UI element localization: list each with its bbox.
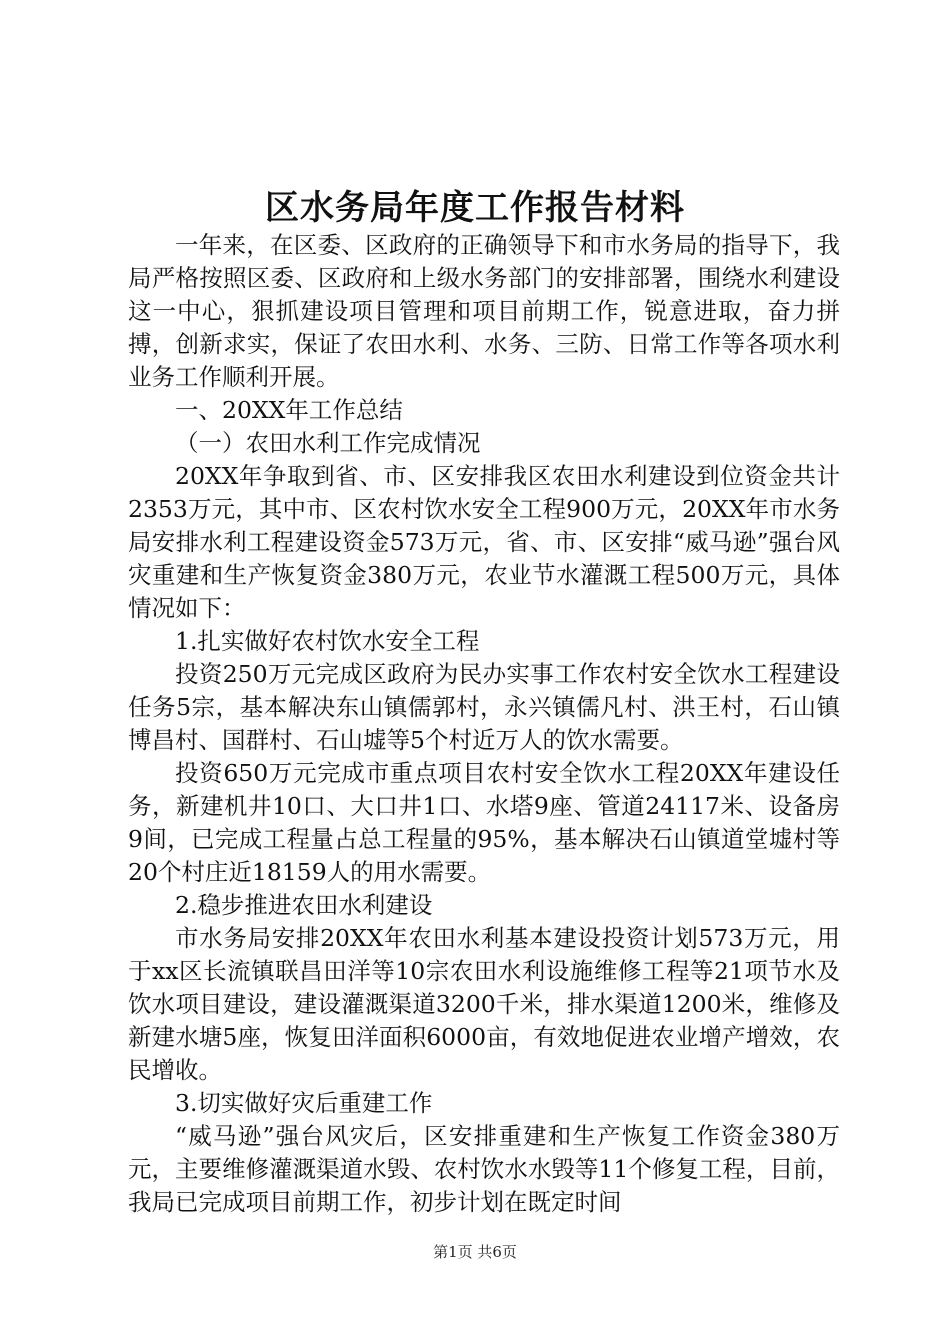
document-title: 区水务局年度工作报告材料: [265, 188, 685, 228]
page-number-footer: 第1页 共6页: [433, 1243, 517, 1261]
item-heading-farmland-construction: 2.稳步推进农田水利建设: [175, 891, 433, 919]
item-heading-drinking-water: 1.扎实做好农村饮水安全工程: [175, 627, 480, 655]
paragraph-intro: 一年来，在区委、区政府的正确领导下和市水务局的指导下，我局严格按照区委、区政府和上级水务部门的安排部署，围绕水利建设这一中心，狠抓建设项目管理和项目前期工作，锐意进取，奋力拼搏，创新求实，保证了农田水利、水务、三防、日常工作等各项水利业务工作顺利开展。: [128, 231, 840, 391]
document-body: [128, 229, 840, 1219]
item-heading-reconstruction: 3.切实做好灾后重建工作: [175, 1089, 433, 1117]
paragraph-funding: 20XX年争取到省、市、区安排我区农田水利建设到位资金共计2353万元，其中市、区农村饮水安全工程900万元，20XX年市水务局安排水利工程建设资金573万元，省、市、区安排“威马逊”强台风灾重建和生产恢复资金380万元，农业节水灌溉工程500万元，具体情况如下：: [128, 462, 840, 622]
section-heading-summary: 一、20XX年工作总结: [175, 396, 403, 424]
paragraph-reconstruction: “威马逊”强台风灾后，区安排重建和生产恢复工作资金380万元，主要维修灌溉渠道水毁、农村饮水水毁等11个修复工程，目前，我局已完成项目前期工作，初步计划在既定时间: [128, 1122, 840, 1216]
paragraph-farmland-construction: 市水务局安排20XX年农田水利基本建设投资计划573万元，用于xx区长流镇联昌田洋等10宗农田水利设施维修工程等21项节水及饮水项目建设，建设灌溉渠道3200千米，排水渠道1200米，维修及新建水塘5座，恢复田洋面积6000亩，有效地促进农业增产增效，农民增收。: [128, 924, 840, 1084]
subsection-heading-farmland: （一）农田水利工作完成情况: [175, 429, 481, 457]
paragraph-drinking-water-650: 投资650万元完成市重点项目农村安全饮水工程20XX年建设任务，新建机井10口、大口井1口、水塔9座、管道24117米、设备房9间，已完成工程量占总工程量的95%，基本解决石山镇道堂墟村等20个村庄近18159人的用水需要。: [128, 759, 840, 886]
paragraph-drinking-water-250: 投资250万元完成区政府为民办实事工作农村安全饮水工程建设任务5宗，基本解决东山镇儒郭村，永兴镇儒凡村、洪王村，石山镇博昌村、国群村、石山墟等5个村近万人的饮水需要。: [128, 660, 840, 754]
